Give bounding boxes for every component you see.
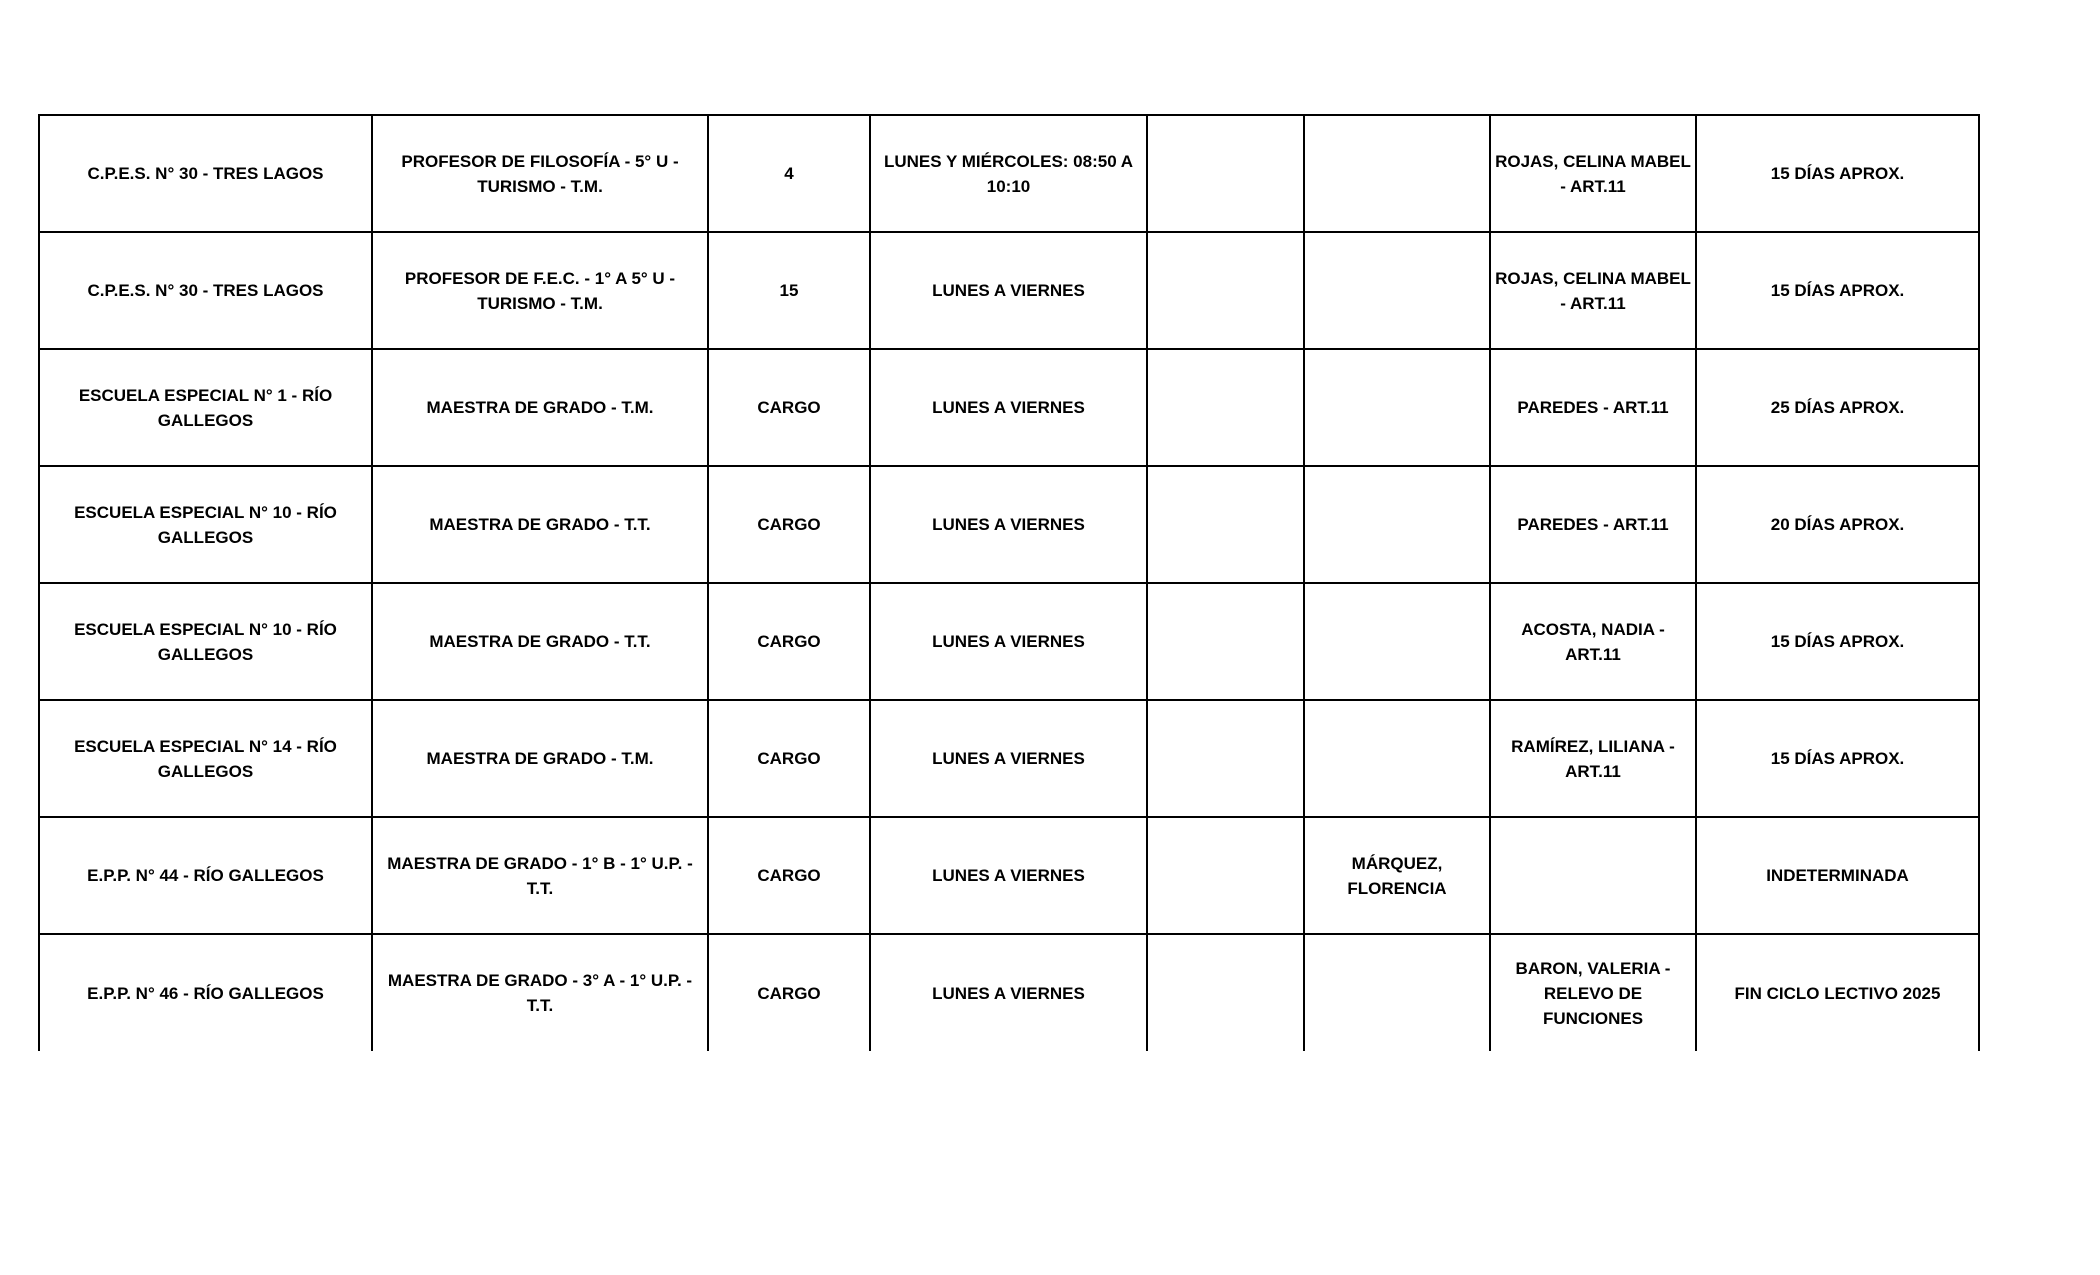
holder-cell: ACOSTA, NADIA - ART.11 bbox=[1490, 583, 1696, 700]
school-cell: C.P.E.S. N° 30 - TRES LAGOS bbox=[39, 232, 372, 349]
table-row bbox=[39, 934, 1979, 1051]
duration-cell: 20 DÍAS APROX. bbox=[1696, 466, 1979, 583]
schedule-cell: LUNES A VIERNES bbox=[870, 700, 1147, 817]
school-cell: ESCUELA ESPECIAL N° 10 - RÍO GALLEGOS bbox=[39, 583, 372, 700]
hours-cell: CARGO bbox=[708, 583, 870, 700]
table-row bbox=[39, 466, 1979, 583]
appointee-cell bbox=[1304, 115, 1490, 232]
table-row bbox=[39, 349, 1979, 466]
appointee-cell: MÁRQUEZ, FLORENCIA bbox=[1304, 817, 1490, 934]
holder-cell: RAMÍREZ, LILIANA - ART.11 bbox=[1490, 700, 1696, 817]
hours-cell: 15 bbox=[708, 232, 870, 349]
hours-cell: CARGO bbox=[708, 349, 870, 466]
table-row bbox=[39, 115, 1979, 232]
blank-cell bbox=[1147, 934, 1304, 1051]
blank-cell bbox=[1147, 349, 1304, 466]
appointee-cell bbox=[1304, 466, 1490, 583]
duration-cell: 15 DÍAS APROX. bbox=[1696, 232, 1979, 349]
duration-cell: 15 DÍAS APROX. bbox=[1696, 583, 1979, 700]
blank-cell bbox=[1147, 700, 1304, 817]
schedule-cell: LUNES A VIERNES bbox=[870, 349, 1147, 466]
school-cell: ESCUELA ESPECIAL N° 1 - RÍO GALLEGOS bbox=[39, 349, 372, 466]
position-cell: MAESTRA DE GRADO - T.T. bbox=[372, 583, 708, 700]
schedule-cell: LUNES A VIERNES bbox=[870, 934, 1147, 1051]
table-row bbox=[39, 700, 1979, 817]
holder-cell: ROJAS, CELINA MABEL - ART.11 bbox=[1490, 232, 1696, 349]
schedule-cell: LUNES A VIERNES bbox=[870, 817, 1147, 934]
holder-cell: PAREDES - ART.11 bbox=[1490, 466, 1696, 583]
holder-cell: BARON, VALERIA - RELEVO DE FUNCIONES bbox=[1490, 934, 1696, 1051]
position-cell: MAESTRA DE GRADO - 1° B - 1° U.P. - T.T. bbox=[372, 817, 708, 934]
duration-cell: FIN CICLO LECTIVO 2025 bbox=[1696, 934, 1979, 1051]
position-cell: MAESTRA DE GRADO - T.M. bbox=[372, 700, 708, 817]
vacancy-table bbox=[38, 114, 1980, 1051]
duration-cell: 15 DÍAS APROX. bbox=[1696, 700, 1979, 817]
position-cell: MAESTRA DE GRADO - T.T. bbox=[372, 466, 708, 583]
hours-cell: CARGO bbox=[708, 934, 870, 1051]
appointee-cell bbox=[1304, 700, 1490, 817]
school-cell: E.P.P. N° 44 - RÍO GALLEGOS bbox=[39, 817, 372, 934]
school-cell: E.P.P. N° 46 - RÍO GALLEGOS bbox=[39, 934, 372, 1051]
duration-cell: 25 DÍAS APROX. bbox=[1696, 349, 1979, 466]
blank-cell bbox=[1147, 817, 1304, 934]
appointee-cell bbox=[1304, 349, 1490, 466]
position-cell: PROFESOR DE FILOSOFÍA - 5° U - TURISMO - T.M. bbox=[372, 115, 708, 232]
table-row bbox=[39, 232, 1979, 349]
schedule-cell: LUNES A VIERNES bbox=[870, 583, 1147, 700]
holder-cell: PAREDES - ART.11 bbox=[1490, 349, 1696, 466]
schedule-cell: LUNES A VIERNES bbox=[870, 232, 1147, 349]
duration-cell: INDETERMINADA bbox=[1696, 817, 1979, 934]
appointee-cell bbox=[1304, 583, 1490, 700]
blank-cell bbox=[1147, 466, 1304, 583]
table-row bbox=[39, 583, 1979, 700]
hours-cell: CARGO bbox=[708, 466, 870, 583]
hours-cell: 4 bbox=[708, 115, 870, 232]
school-cell: ESCUELA ESPECIAL N° 14 - RÍO GALLEGOS bbox=[39, 700, 372, 817]
position-cell: MAESTRA DE GRADO - 3° A - 1° U.P. - T.T. bbox=[372, 934, 708, 1051]
table-row bbox=[39, 817, 1979, 934]
duration-cell: 15 DÍAS APROX. bbox=[1696, 115, 1979, 232]
position-cell: MAESTRA DE GRADO - T.M. bbox=[372, 349, 708, 466]
appointee-cell bbox=[1304, 934, 1490, 1051]
holder-cell bbox=[1490, 817, 1696, 934]
position-cell: PROFESOR DE F.E.C. - 1° A 5° U - TURISMO - T.M. bbox=[372, 232, 708, 349]
holder-cell: ROJAS, CELINA MABEL - ART.11 bbox=[1490, 115, 1696, 232]
schedule-cell: LUNES A VIERNES bbox=[870, 466, 1147, 583]
hours-cell: CARGO bbox=[708, 700, 870, 817]
blank-cell bbox=[1147, 583, 1304, 700]
school-cell: C.P.E.S. N° 30 - TRES LAGOS bbox=[39, 115, 372, 232]
blank-cell bbox=[1147, 115, 1304, 232]
blank-cell bbox=[1147, 232, 1304, 349]
hours-cell: CARGO bbox=[708, 817, 870, 934]
appointee-cell bbox=[1304, 232, 1490, 349]
table-body bbox=[39, 115, 1979, 1051]
school-cell: ESCUELA ESPECIAL N° 10 - RÍO GALLEGOS bbox=[39, 466, 372, 583]
schedule-cell: LUNES Y MIÉRCOLES: 08:50 A 10:10 bbox=[870, 115, 1147, 232]
